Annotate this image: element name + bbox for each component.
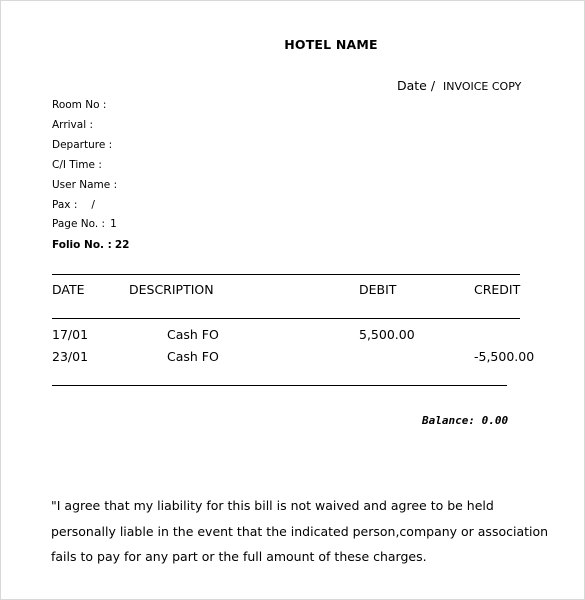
departure-label: Departure : bbox=[52, 139, 113, 151]
page-no-value: 1 bbox=[110, 218, 117, 230]
room-no-field bbox=[52, 99, 111, 111]
column-header-date: DATE bbox=[52, 282, 85, 297]
folio-no-value: 22 bbox=[114, 239, 130, 251]
divider-top bbox=[52, 274, 520, 275]
row-debit: 5,500.00 bbox=[359, 327, 415, 342]
page-no-field bbox=[52, 218, 117, 230]
row-credit: -5,500.00 bbox=[474, 349, 535, 364]
date-label: Date / bbox=[397, 78, 436, 93]
pax-value: / bbox=[91, 199, 95, 211]
divider-bottom bbox=[52, 385, 507, 386]
folio-no-label: Folio No. : bbox=[52, 239, 112, 251]
divider-header bbox=[52, 318, 520, 319]
pax-label: Pax : bbox=[52, 199, 78, 211]
user-name-field bbox=[52, 179, 122, 191]
balance: Balance: 0.00 bbox=[422, 414, 509, 427]
copy-label: INVOICE COPY bbox=[443, 80, 522, 93]
pax-field bbox=[52, 199, 95, 211]
departure-field bbox=[52, 139, 117, 151]
folio-no-field bbox=[52, 239, 130, 251]
row-description: Cash FO bbox=[167, 349, 219, 364]
room-no-label: Room No : bbox=[52, 99, 107, 111]
liability-agreement: "I agree that my liability for this bill is not waived and agree to be held personally liable in the event that the indicated person,company or association fails to pay for any part or the full amount of these charges. bbox=[51, 498, 549, 564]
arrival-label: Arrival : bbox=[52, 119, 93, 131]
column-header-description: DESCRIPTION bbox=[129, 282, 214, 297]
arrival-field bbox=[52, 119, 98, 131]
column-header-debit: DEBIT bbox=[359, 282, 397, 297]
page-no-label: Page No. : bbox=[52, 218, 106, 230]
row-date: 17/01 bbox=[52, 327, 89, 342]
hotel-name: HOTEL NAME bbox=[284, 37, 378, 52]
ci-time-label: C/I Time : bbox=[52, 159, 102, 171]
user-name-label: User Name : bbox=[52, 179, 118, 191]
ci-time-field bbox=[52, 159, 107, 171]
date-line bbox=[397, 78, 521, 93]
row-date: 23/01 bbox=[52, 349, 89, 364]
column-header-credit: CREDIT bbox=[474, 282, 521, 297]
row-description: Cash FO bbox=[167, 327, 219, 342]
